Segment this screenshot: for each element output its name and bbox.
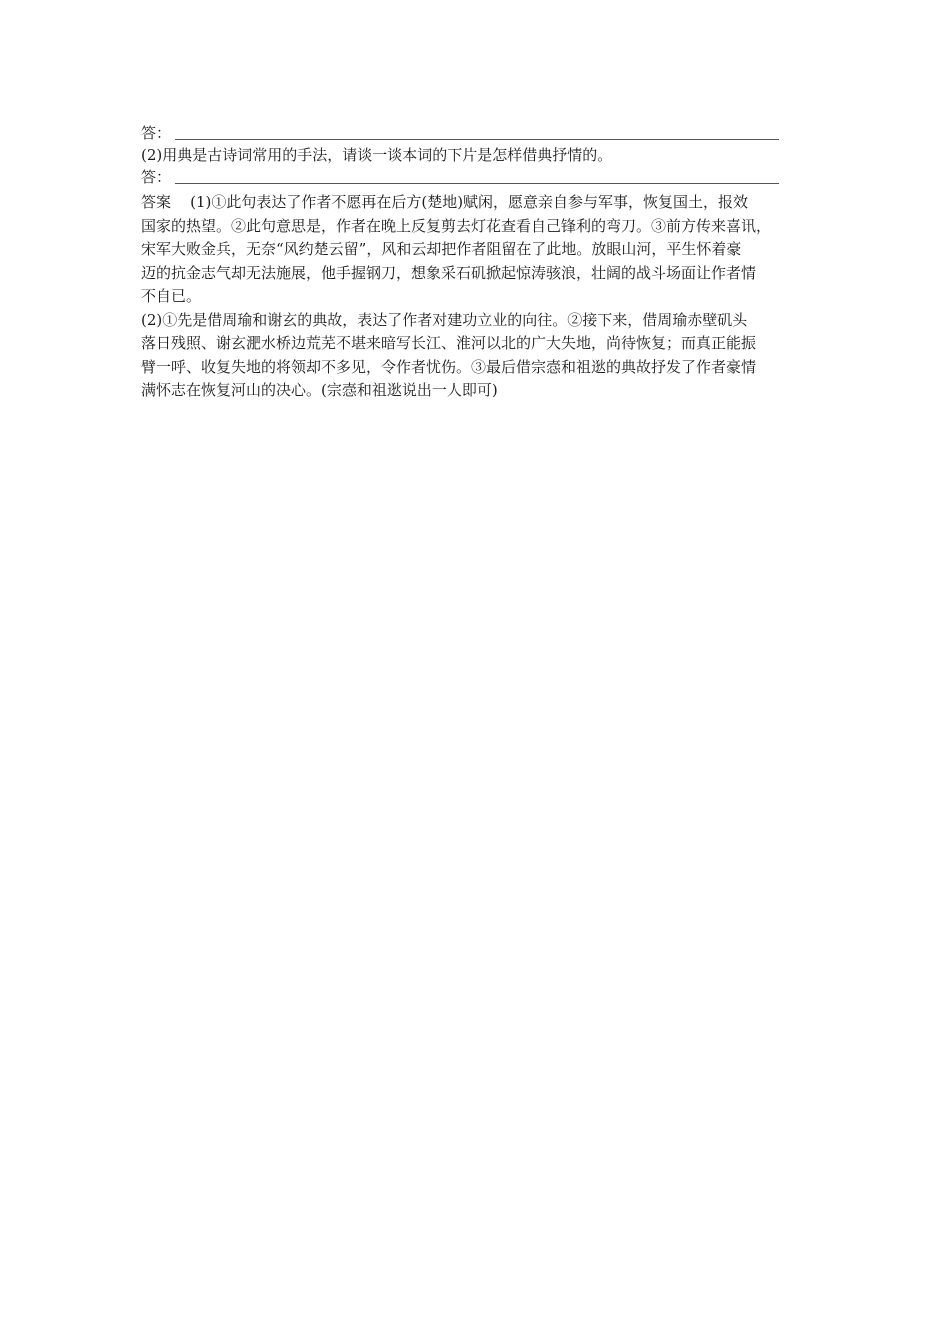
answer-line: (2)①先是借周瑜和谢玄的典故，表达了作者对建功立业的向往。②接下来，借周瑜赤壁矶头 [141, 310, 748, 329]
q2-answer-label: 答： [141, 168, 172, 186]
answer-line: 迈的抗金志气却无法施展，他手握钢刀，想象采石矶掀起惊涛骇浪，壮阔的战斗场面让作者情 [141, 263, 757, 282]
answer-line: 臂一呼、收复失地的将领却不多见，令作者忧伤。③最后借宗悫和祖逖的典故抒发了作者豪情 [141, 357, 757, 376]
q1-answer-label: 答： [141, 124, 172, 142]
answer-line: 国家的热望。②此句意思是，作者在晚上反复剪去灯花查看自己锋利的弯刀。③前方传来喜讯， [141, 216, 772, 235]
answer-line: 落日残照、谢玄淝水桥边荒芜不堪来暗写长江、淮河以北的广大失地，尚待恢复；而真正能振 [141, 334, 757, 352]
answer-line: 宋军大败金兵，无奈“风约楚云留”，风和云却把作者阻留在了此地。放眼山河，平生怀着豪 [141, 240, 742, 258]
answer-line: 不自已。 [141, 287, 202, 305]
q2-prompt: (2)用典是古诗词常用的手法，请谈一谈本词的下片是怎样借典抒情的。 [141, 146, 613, 164]
answer-heading: 答案 [141, 193, 172, 211]
q1-answer-row [141, 122, 809, 144]
q1-answer-blank[interactable] [175, 138, 779, 140]
answer-line: 满怀志在恢复河山的决心。(宗悫和祖逖说出一人即可) [141, 381, 498, 399]
q2-answer-blank[interactable] [175, 182, 779, 184]
answer-part2 [141, 309, 809, 403]
q2-answer-row [141, 166, 809, 188]
answer-line: 答案 (1)①此句表达了作者不愿再在后方(楚地)赋闲，愿意亲自参与军事，恢复国土，报效 [141, 193, 749, 211]
answer-part1 [141, 191, 809, 309]
document-page [141, 122, 809, 403]
